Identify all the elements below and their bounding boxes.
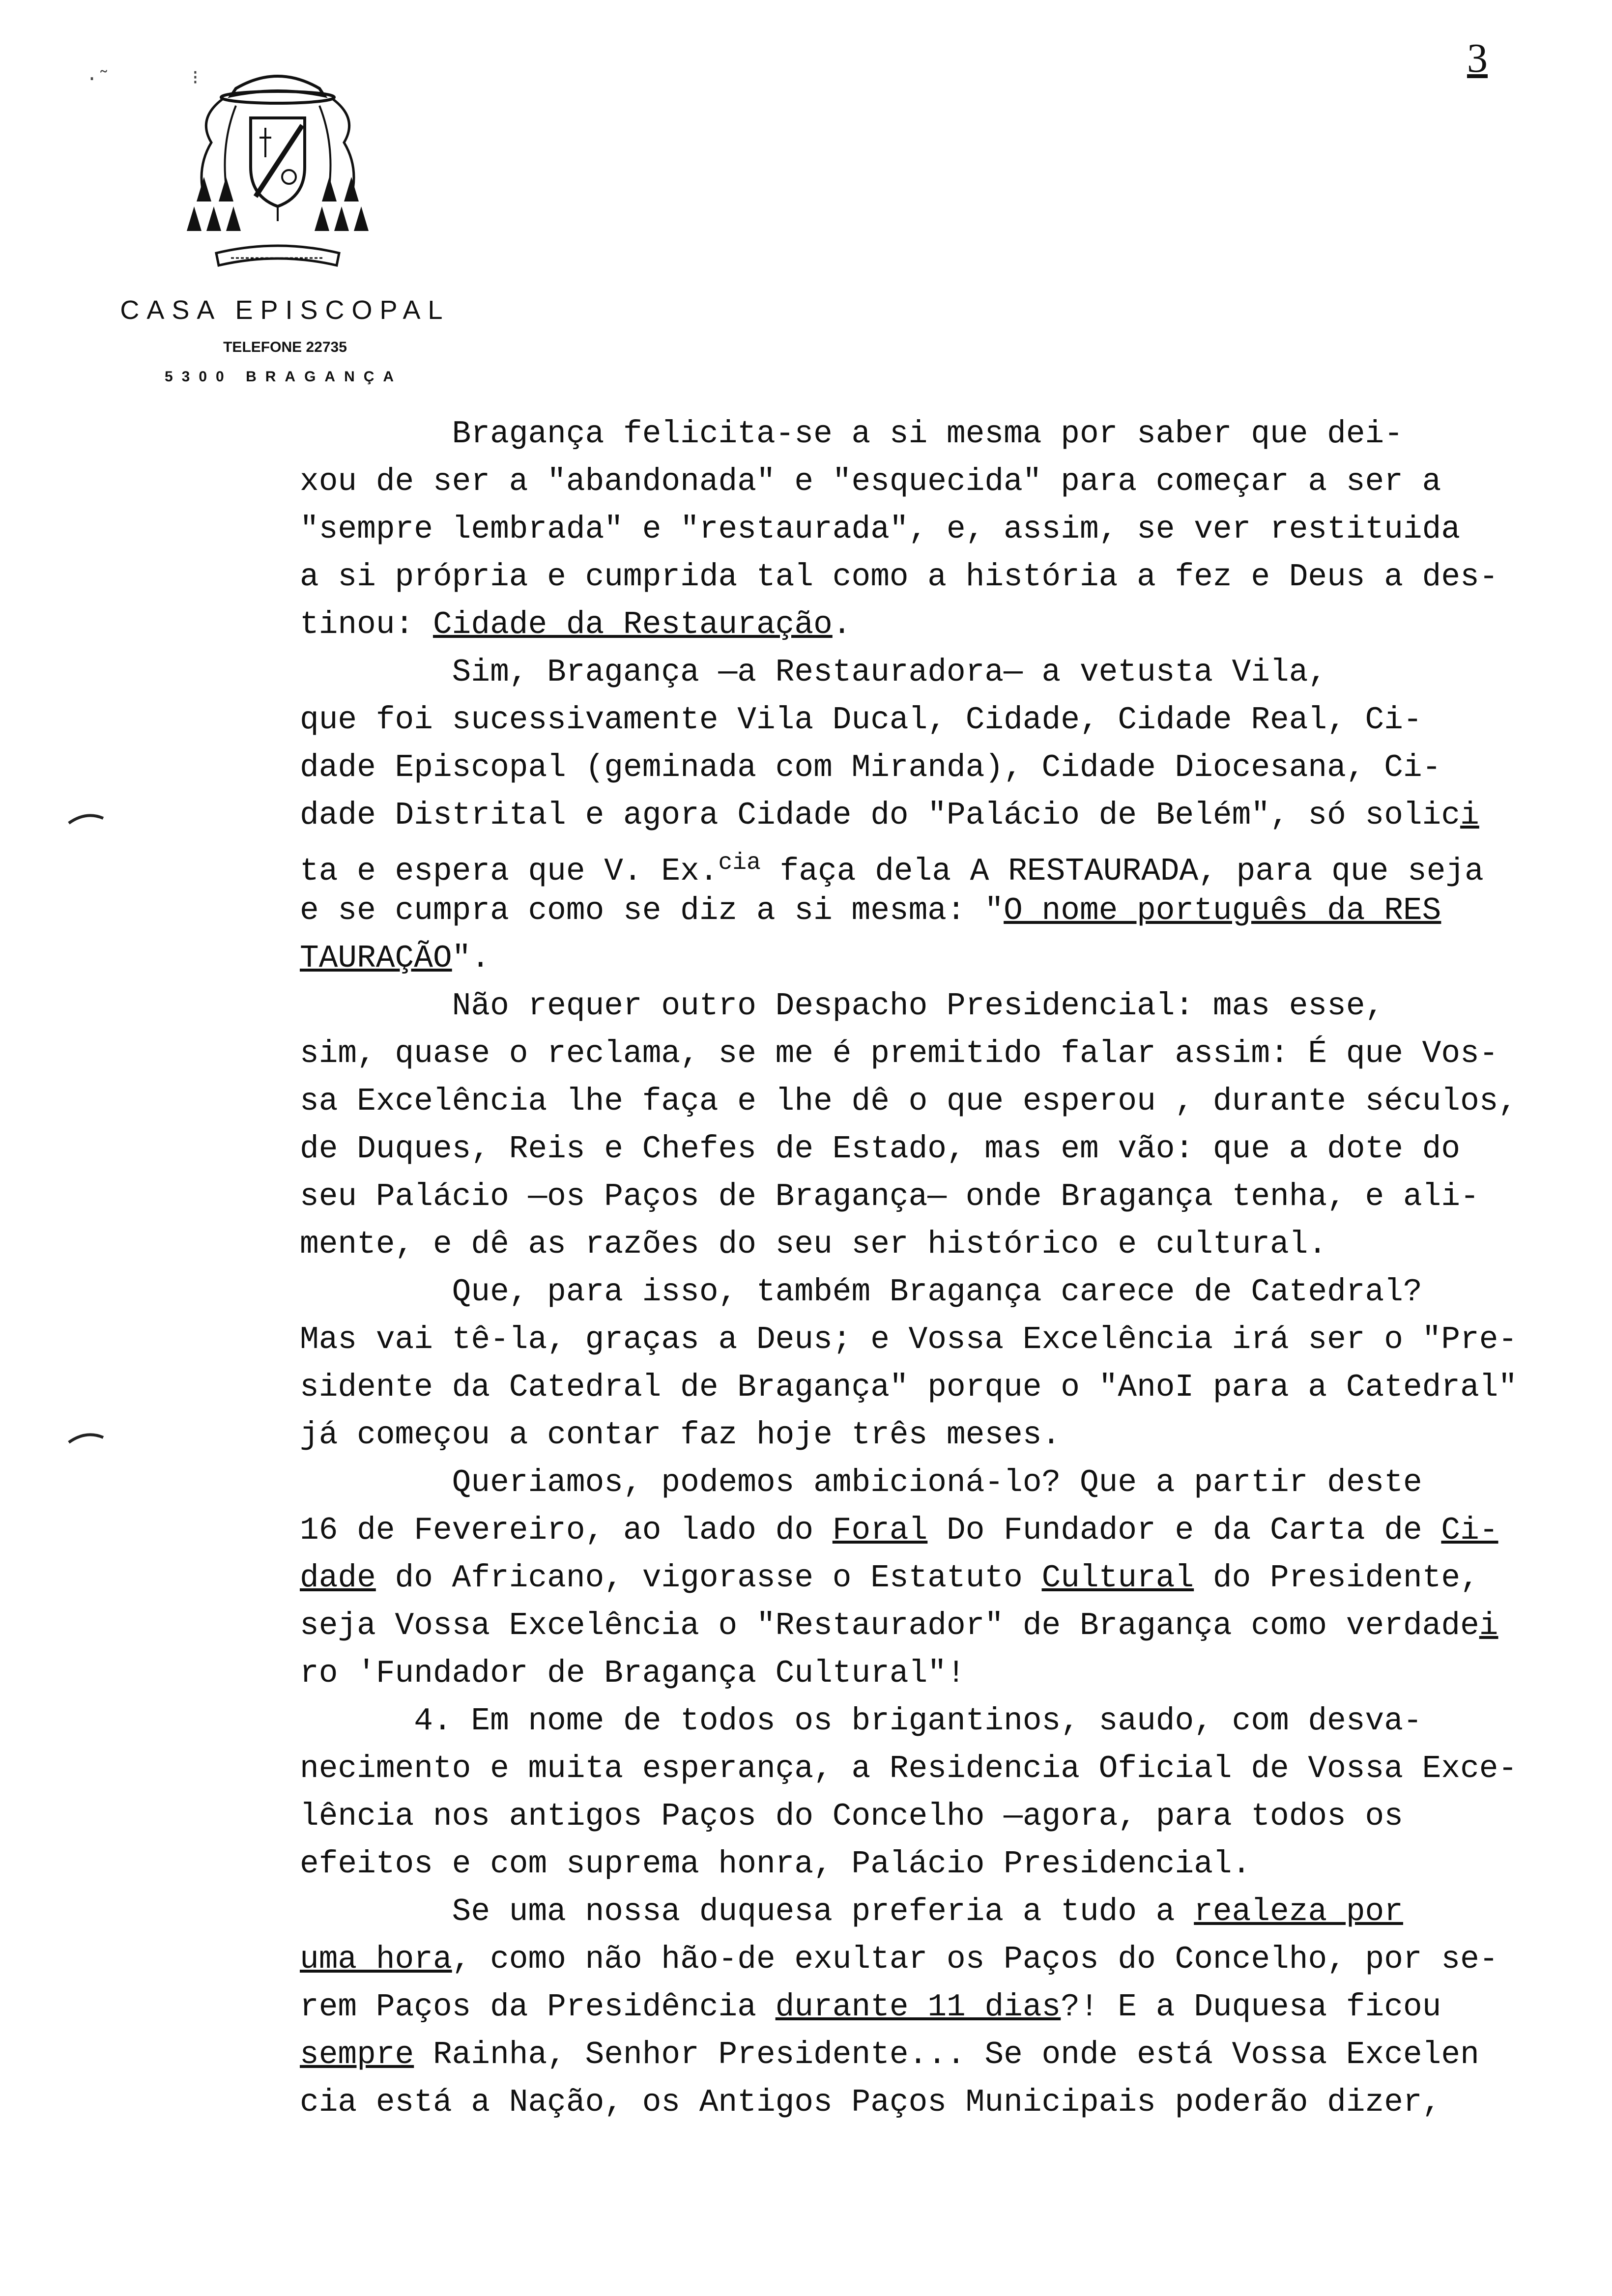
body-text-segment: Queriamos, podemos ambicioná-lo? Que a partir deste <box>300 1465 1422 1501</box>
body-line <box>300 1840 1558 1888</box>
body-text-segment: Bragança felicita-se a si mesma por saber que dei- <box>300 416 1403 452</box>
letterhead-city: 5300 BRAGANÇA <box>165 369 403 385</box>
body-text-segment: "sempre lembrada" e "restaurada", e, assim, se ver restituida <box>300 512 1461 547</box>
body-text-segment: lência nos antigos Paços do Concelho —agora, para todos os <box>300 1799 1403 1835</box>
body-text-segment: tinou: <box>300 607 433 643</box>
body-line <box>300 1983 1558 2031</box>
body-line <box>300 1888 1558 1936</box>
body-line <box>300 1507 1558 1554</box>
underlined-text: Ci- <box>1441 1513 1498 1549</box>
body-text-segment: necimento e muita esperança, a Residencia Oficial de Vossa Exce- <box>300 1751 1518 1787</box>
letterhead <box>98 295 472 385</box>
body-text-segment: ta e espera que V. Ex. <box>300 854 719 890</box>
body-text-segment: . <box>832 607 852 643</box>
body-line <box>300 1936 1558 1983</box>
underlined-text: i <box>1460 798 1479 833</box>
body-text-segment: que foi sucessivamente Vila Ducal, Cidade, Cidade Real, Ci- <box>300 702 1422 738</box>
body-line <box>300 982 1558 1030</box>
underlined-text: Foral <box>832 1513 928 1549</box>
underlined-text: i <box>1479 1608 1498 1644</box>
body-text-segment: Que, para isso, também Bragança carece de Catedral? <box>300 1274 1422 1310</box>
body-text-segment: e se cumpra como se diz a si mesma: " <box>300 893 1004 929</box>
body-line <box>300 1459 1558 1507</box>
body-line <box>300 792 1558 839</box>
body-line <box>300 1173 1558 1221</box>
body-text-segment: Mas vai tê-la, graças a Deus; e Vossa Excelência irá ser o "Pre- <box>300 1322 1518 1358</box>
underlined-text: Cultural <box>1041 1560 1194 1596</box>
body-text-segment: , como não hão-de exultar os Paços do Concelho, por se- <box>452 1942 1498 1978</box>
body-text-segment: dade Episcopal (geminada com Miranda), Cidade Diocesana, Ci- <box>300 750 1441 786</box>
body-line <box>300 649 1558 696</box>
body-line <box>300 1030 1558 1078</box>
body-text-segment: Não requer outro Despacho Presidencial: mas esse, <box>300 988 1384 1024</box>
body-text-segment: cia está a Nação, os Antigos Paços Municipais poderão dizer, <box>300 2085 1441 2121</box>
body-text-segment: Se uma nossa duquesa preferia a tudo a <box>300 1894 1194 1930</box>
body-text-segment: ?! E a Duquesa ficou <box>1061 1989 1441 2025</box>
body-text-segment: a si própria e cumprida tal como a história a fez e Deus a des- <box>300 559 1498 595</box>
margin-punch-mark <box>66 811 106 826</box>
body-text-segment: faça dela A RESTAURADA, para que seja <box>760 854 1484 890</box>
body-text-segment: Do Fundador e da Carta de <box>927 1513 1441 1549</box>
body-line <box>300 506 1558 553</box>
body-line <box>300 1411 1558 1459</box>
body-text-segment: seu Palácio —os Paços de Bragança— onde Bragança tenha, e ali- <box>300 1179 1479 1215</box>
body-line <box>300 1650 1558 1697</box>
body-text-segment: rem Paços da Presidência <box>300 1989 776 2025</box>
body-text-segment: xou de ser a "abandonada" e "esquecida" para começar a ser a <box>300 464 1441 500</box>
underlined-text: sempre <box>300 2037 414 2073</box>
body-line <box>300 1745 1558 1793</box>
underlined-text: TAURAÇÃO <box>300 941 452 976</box>
body-line <box>300 887 1558 935</box>
underlined-text: O nome português da RES <box>1004 893 1441 929</box>
body-line <box>300 744 1558 792</box>
episcopal-coat-of-arms-icon <box>177 59 378 275</box>
body-line <box>300 553 1558 601</box>
page-number: 3 <box>1467 35 1488 81</box>
underlined-text: dade <box>300 1560 376 1596</box>
body-text-segment: efeitos e com suprema honra, Palácio Presidencial. <box>300 1846 1251 1882</box>
body-text-segment: ". <box>452 941 490 976</box>
letterhead-phone: TELEFONE 22735 <box>223 339 347 355</box>
stray-marks: ·˜ ⁝ <box>86 68 199 90</box>
body-line <box>300 2031 1558 2079</box>
body-text-segment: 16 de Fevereiro, ao lado do <box>300 1513 833 1549</box>
body-line <box>300 1793 1558 1840</box>
superscript-text: cia <box>718 850 761 876</box>
body-line <box>300 1602 1558 1650</box>
body-line <box>300 458 1558 506</box>
body-text-segment: Rainha, Senhor Presidente... Se onde está Vossa Excelen <box>414 2037 1479 2073</box>
body-line <box>300 839 1558 890</box>
body-line <box>300 601 1558 649</box>
body-line <box>300 1316 1558 1364</box>
body-text-segment: sidente da Catedral de Bragança" porque o "AnoI para a Catedral" <box>300 1370 1518 1406</box>
body-line <box>300 1268 1558 1316</box>
underlined-text: uma hora <box>300 1942 452 1978</box>
body-text-segment: ro 'Fundador de Bragança Cultural"! <box>300 1656 966 1692</box>
letter-body <box>300 410 1558 2126</box>
body-text-segment: dade Distrital e agora Cidade do "Palácio de Belém", só solic <box>300 798 1461 833</box>
body-line <box>300 2079 1558 2126</box>
body-text-segment: já começou a contar faz hoje três meses. <box>300 1417 1061 1453</box>
body-line <box>300 1078 1558 1125</box>
letterhead-name: CASA EPISCOPAL <box>120 295 450 325</box>
body-line <box>300 935 1558 982</box>
underlined-text: realeza por <box>1194 1894 1403 1930</box>
body-text-segment: de Duques, Reis e Chefes de Estado, mas em vão: que a dote do <box>300 1131 1461 1167</box>
body-line <box>300 1364 1558 1411</box>
body-line <box>300 696 1558 744</box>
body-line <box>300 1221 1558 1268</box>
body-text-segment: mente, e dê as razões do seu ser histórico e cultural. <box>300 1227 1327 1263</box>
body-text-segment: Sim, Bragança —a Restauradora— a vetusta Vila, <box>300 655 1327 690</box>
body-line <box>300 1554 1558 1602</box>
body-line <box>300 1125 1558 1173</box>
body-text-segment: do Presidente, <box>1194 1560 1479 1596</box>
underlined-text: durante 11 dias <box>775 1989 1061 2025</box>
underlined-text: Cidade da Restauração <box>432 607 833 643</box>
body-text-segment: seja Vossa Excelência o "Restaurador" de Bragança como verdade <box>300 1608 1479 1644</box>
body-text-segment: sim, quase o reclama, se me é premitido falar assim: É que Vos- <box>300 1036 1498 1072</box>
body-text-segment: sa Excelência lhe faça e lhe dê o que esperou , durante séculos, <box>300 1084 1518 1119</box>
body-text-segment: do Africano, vigorasse o Estatuto <box>375 1560 1042 1596</box>
body-text-segment: 4. Em nome de todos os brigantinos, saudo, com desva- <box>300 1703 1422 1739</box>
body-line <box>300 1697 1558 1745</box>
body-line <box>300 410 1558 458</box>
margin-punch-mark <box>66 1430 106 1445</box>
